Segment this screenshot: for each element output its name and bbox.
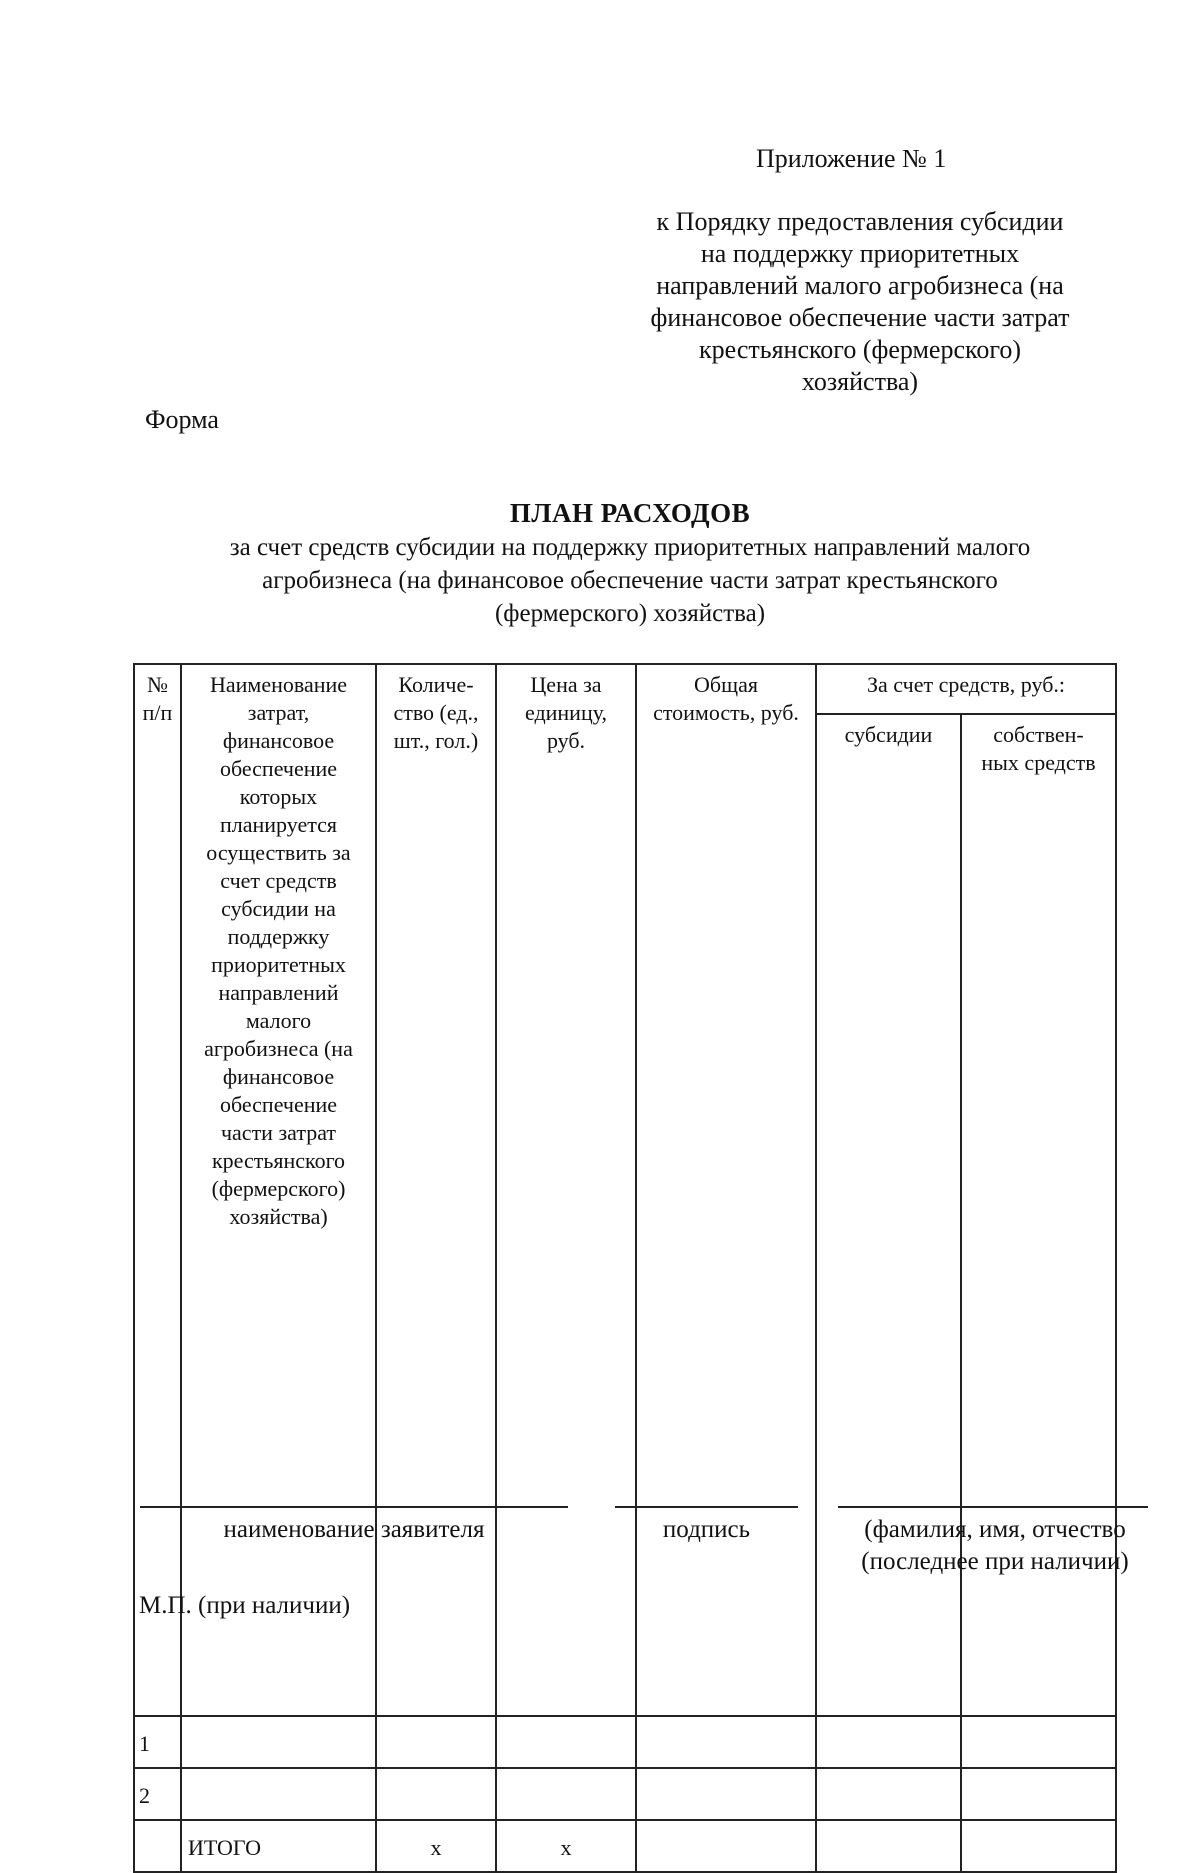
header-quantity: Количе- ство (ед., шт., гол.): [376, 664, 496, 1716]
header-number: № п/п: [134, 664, 181, 1716]
header-unit-price: Цена за единицу, руб.: [496, 664, 636, 1716]
total-cost-sum-cell[interactable]: [636, 1820, 816, 1872]
unit-price-cell[interactable]: [496, 1768, 636, 1820]
table-row: [134, 1716, 1116, 1768]
header-expense-name: Наименование затрат, финансовое обеспечение которых планируется осуществить за счет средств субсидии на поддержку приоритетных направлений малого агробизнеса (на финансовое обеспечение части затрат крестьянского (фермерского) хозяйства): [181, 664, 376, 1716]
document-title: ПЛАН РАСХОДОВ: [509, 498, 751, 528]
total-cost-cell[interactable]: [636, 1768, 816, 1820]
expense-name-cell[interactable]: [181, 1768, 376, 1820]
header-funding-group: За счет средств, руб.:: [816, 664, 1116, 714]
stamp-label: М.П. (при наличии): [139, 1592, 351, 1619]
signature-label: подпись: [662, 1516, 751, 1543]
total-cost-cell[interactable]: [636, 1716, 816, 1768]
header-own-funds: собствен- ных средств: [961, 714, 1116, 1716]
full-name-label: (фамилия, имя, отчество (последнее при наличии): [861, 1516, 1129, 1575]
header-total-cost: Общая стоимость, руб.: [636, 664, 816, 1716]
quantity-cell[interactable]: [376, 1716, 496, 1768]
unit-price-cell[interactable]: [496, 1716, 636, 1768]
appendix-reference: к Порядку предоставления субсидии на поддержку приоритетных направлений малого агробизнеса (на финансовое обеспечение части затрат крестьянского (фермерского) хозяйства): [650, 207, 1070, 396]
form-label: Форма: [145, 405, 219, 434]
quantity-cell[interactable]: [376, 1768, 496, 1820]
row-number: 2: [134, 1768, 181, 1820]
total-unit-price-cell: x: [496, 1820, 636, 1872]
signature-line[interactable]: [615, 1506, 798, 1508]
full-name-line[interactable]: [838, 1506, 1148, 1508]
total-row: [134, 1820, 1116, 1872]
row-number: 1: [134, 1716, 181, 1768]
applicant-name-label: наименование заявителя: [223, 1516, 485, 1543]
total-quantity-cell: x: [376, 1820, 496, 1872]
expense-plan-table: [133, 663, 1117, 1873]
table-row: [134, 1768, 1116, 1820]
total-row-number: [134, 1820, 181, 1872]
total-subsidy-cell[interactable]: [816, 1820, 961, 1872]
table-header-row: [134, 664, 1116, 714]
own-funds-cell[interactable]: [961, 1716, 1116, 1768]
total-own-funds-cell[interactable]: [961, 1820, 1116, 1872]
appendix-title: Приложение № 1: [756, 144, 947, 173]
own-funds-cell[interactable]: [961, 1768, 1116, 1820]
expense-name-cell[interactable]: [181, 1716, 376, 1768]
subsidy-cell[interactable]: [816, 1768, 961, 1820]
document-subtitle: за счет средств субсидии на поддержку приоритетных направлений малого агробизнеса (на финансовое обеспечение части затрат крестьянского (фермерского) хозяйства): [229, 534, 1031, 627]
header-subsidy: субсидии: [816, 714, 961, 1716]
applicant-signature-line[interactable]: [140, 1506, 568, 1508]
total-label: ИТОГО: [181, 1820, 376, 1872]
subsidy-cell[interactable]: [816, 1716, 961, 1768]
